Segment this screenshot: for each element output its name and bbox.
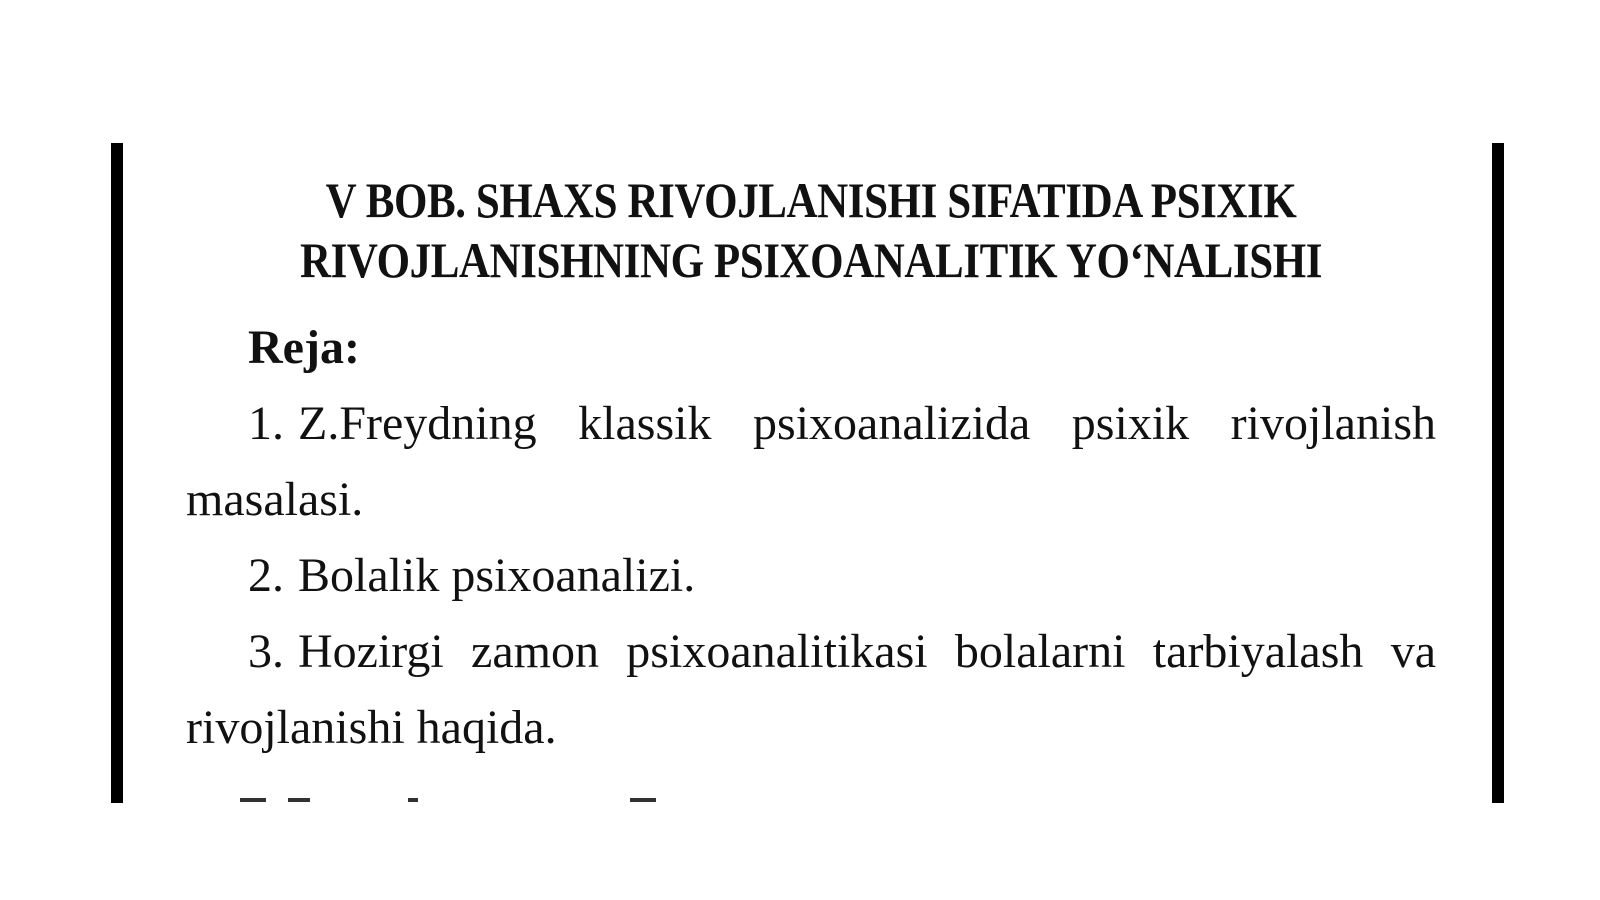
cropped-text-fragment [240, 798, 660, 804]
plan-item-3 [186, 614, 1436, 766]
plan-item-number: 3. [248, 625, 284, 678]
left-border-rule [111, 143, 123, 803]
chapter-title-line-1: V BOB. SHAXS RIVOJLANISHI SIFATIDA PSIXIK [325, 172, 1297, 228]
chapter-title-line-2: RIVOJLANISHNING PSIXOANALITIK YO‘NALISHI [299, 232, 1323, 288]
plan-item-number: 2. [248, 549, 284, 602]
plan-item-number: 1. [248, 397, 284, 450]
plan-heading: Reja: [248, 321, 360, 374]
chapter-title [274, 170, 1349, 290]
right-border-rule [1492, 143, 1504, 803]
plan-list [186, 386, 1436, 766]
plan-item-2 [186, 538, 1436, 614]
plan-item-text: Hozirgi zamon psixoanalitikasi bolalarni tarbiyalash va rivojlanishi haqida. [186, 625, 1436, 754]
plan-item-text: Z.Freydning klassik psixoanalizida psixik rivojlanish masalasi. [186, 397, 1436, 526]
plan-item-1 [186, 386, 1436, 538]
document-page [186, 170, 1436, 766]
plan-item-text: Bolalik psixoanalizi. [298, 549, 696, 602]
